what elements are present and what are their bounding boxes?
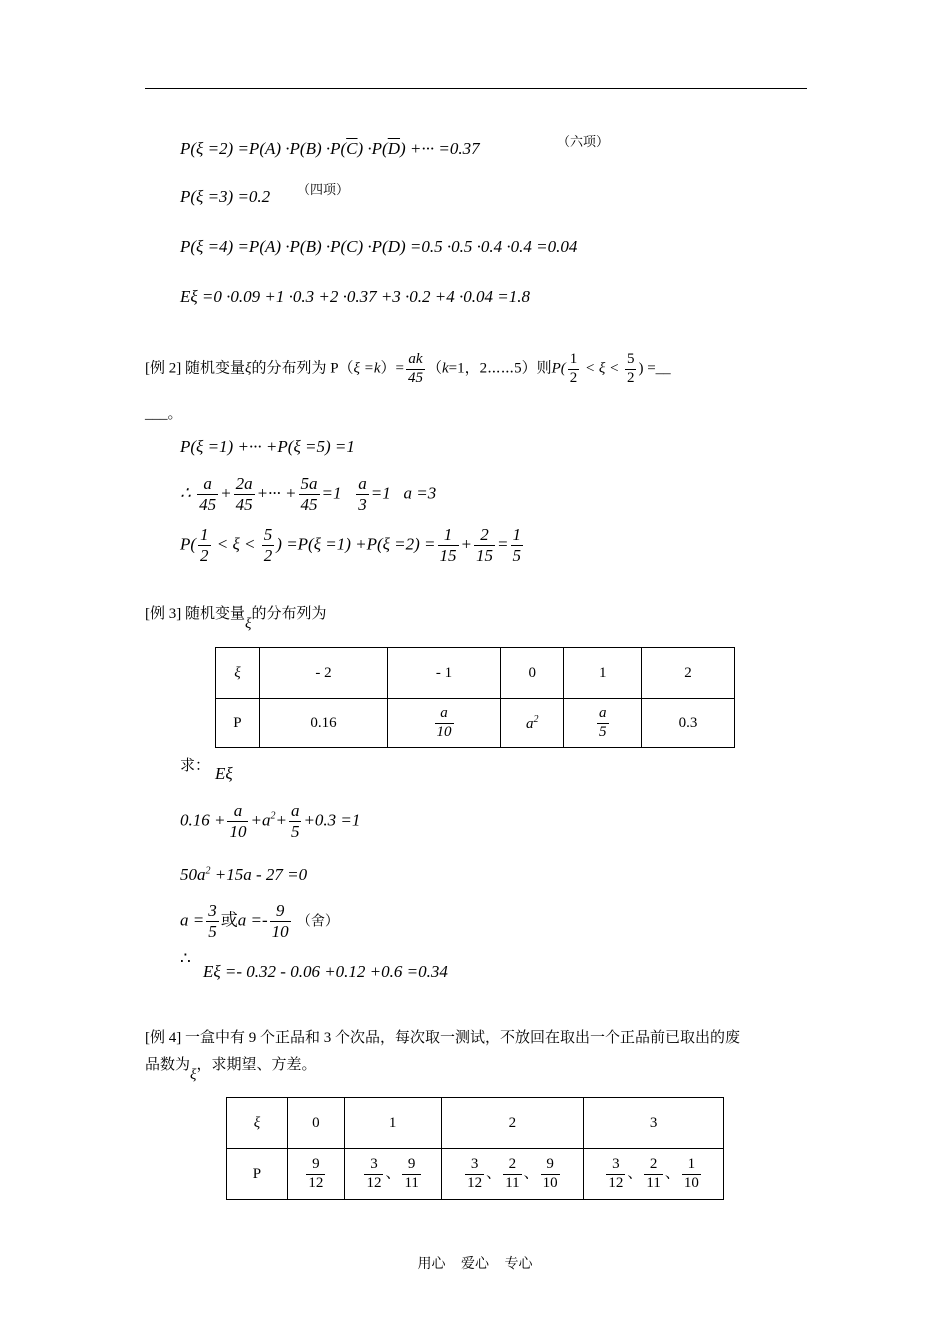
example-2-solve-a: ∴ $\frac{a}{45}$ + $\frac{2a}{45}$ +··· + $\frac{5a}{45}$ =1 $\frac{a}{3}$ =1 a =3 [180, 474, 437, 514]
fraction: $\frac{3}{12}$ [608, 1155, 624, 1191]
page-footer: 用心 爱心 专心 [417, 1257, 533, 1272]
fraction: $\frac{1}{2}$ [200, 525, 209, 565]
note-six-terms: （六项） [557, 134, 610, 149]
fraction: $\frac{a}{3}$ [358, 474, 367, 514]
header-rule [145, 88, 807, 89]
table-cell: 0.3 [642, 699, 735, 748]
table-row [216, 648, 735, 699]
example-3-distribution-table [215, 647, 735, 748]
note-four-terms: （四项） [297, 182, 350, 197]
fraction: $\frac{3}{12}$ [467, 1155, 483, 1191]
table-cell: 2 [441, 1098, 584, 1149]
fraction: $\frac{a}{5}$ [290, 801, 300, 841]
fraction: $\frac{2}{15}$ [476, 525, 494, 565]
example-2-blank: ___。 [145, 406, 183, 422]
fraction: $\frac{a}{10}$ [436, 704, 452, 740]
fraction: $\frac{2}{11}$ [505, 1155, 520, 1191]
table-cell [388, 699, 501, 748]
table-cell: ξ [227, 1098, 288, 1149]
example-3-ask: 求： [180, 758, 211, 774]
fraction: $\frac{2}{11}$ [646, 1155, 661, 1191]
fraction: $\frac{5}{2}$ [626, 351, 635, 386]
fraction: $\frac{3}{5}$ [208, 901, 217, 941]
fraction: $\frac{ak}{45}$ [407, 351, 423, 386]
table-cell: $\frac{3}{12}$ 、 $\frac{2}{11}$ 、 $\frac{1}{10}$ [584, 1149, 724, 1200]
fraction: $\frac{3}{12}$ [366, 1155, 382, 1191]
table-cell: 2 [642, 648, 735, 699]
example-4-line-2: 品数为ξ，求期望、方差。 [145, 1057, 317, 1083]
table-cell: $a^2$ [500, 699, 563, 748]
table-cell [287, 1149, 344, 1200]
table-cell: 0.16 [259, 699, 387, 748]
example-3-normalization: 0.16 + $\frac{a}{10}$ $+a^2+$ $\frac{a}{5}$ +0.3 =1 [180, 801, 361, 841]
fraction: $\frac{a}{45}$ [199, 474, 217, 514]
table-row [216, 699, 735, 748]
table-cell: ξ [216, 648, 260, 699]
example-3-expectation: Eξ =- 0.32 - 0.06 +0.12 +0.6 =0.34 [203, 962, 448, 981]
fraction: $\frac{5}{2}$ [263, 525, 273, 565]
example-2-statement: [例 2] 随机变量ξ的分布列为 P（ξ =k）= $\frac{ak}{45}$ （k=1，2⋯⋯5）则P( $\frac{1}{2}$ < ξ < $\frac{5}{2}$ ) =__ [145, 351, 671, 386]
fraction: $\frac{a}{5}$ [599, 704, 607, 740]
example-3-statement: [例 3] 随机变量ξ的分布列为 [145, 606, 327, 632]
table-cell: P [227, 1149, 288, 1200]
fraction: $\frac{1}{2}$ [569, 351, 578, 386]
table-cell: 3 [584, 1098, 724, 1149]
table-row [227, 1098, 724, 1149]
example-3-ask-expression: Eξ [215, 764, 233, 783]
table-cell: 1 [564, 648, 642, 699]
example-2-result: P( $\frac{1}{2}$ < ξ < $\frac{5}{2}$ ) =P(ξ =1) +P(ξ =2) = $\frac{1}{15}$ + $\frac{2}{15}$ = $\frac{1}{5}$ [180, 525, 521, 565]
fraction: $\frac{9}{12}$ [308, 1155, 324, 1191]
fraction: $\frac{1}{15}$ [439, 525, 457, 565]
fraction: $\frac{1}{10}$ [683, 1155, 699, 1191]
fraction: $\frac{5a}{45}$ [300, 474, 318, 514]
equation-expectation-1: Eξ =0 ·0.09 +1 ·0.3 +2 ·0.37 +3 ·0.2 +4 ·0.04 =1.8 [180, 287, 530, 306]
table-cell: $\frac{3}{12}$ 、 $\frac{9}{11}$ [344, 1149, 441, 1200]
example-3-roots: a = $\frac{3}{5}$ 或a =- $\frac{9}{10}$ （舍） [180, 901, 339, 941]
example-2-sum-equation: P(ξ =1) +··· +P(ξ =5) =1 [180, 437, 355, 456]
example-3-therefore: ∴ [180, 949, 191, 968]
equation-p-xi-3: P(ξ =3) =0.2 [180, 187, 271, 206]
example-4-distribution-table [226, 1097, 724, 1200]
fraction: $\frac{9}{10}$ [542, 1155, 558, 1191]
fraction: $\frac{1}{5}$ [512, 525, 521, 565]
equation-p-xi-4: P(ξ =4) =P(A) ·P(B) ·P(C) ·P(D) =0.5 ·0.5 ·0.4 ·0.4 =0.04 [180, 237, 578, 256]
table-cell: $\frac{3}{12}$ 、 $\frac{2}{11}$ 、 $\frac{9}{10}$ [441, 1149, 584, 1200]
fraction: $\frac{9}{10}$ [271, 901, 289, 941]
fraction: $\frac{9}{11}$ [404, 1155, 419, 1191]
example-4-line-1: [例 4] 一盒中有 9 个正品和 3 个次品，每次取一测试，不放回在取出一个正品前已取出的废 [145, 1030, 740, 1046]
table-cell: 0 [287, 1098, 344, 1149]
example-3-quadratic: $50a^2 +15a - 27 =0$ [180, 865, 308, 884]
table-cell: - 1 [388, 648, 501, 699]
table-row [227, 1149, 724, 1200]
fraction: $\frac{2a}{45}$ [235, 474, 253, 514]
table-cell: 1 [344, 1098, 441, 1149]
fraction: $\frac{a}{10}$ [229, 801, 247, 841]
table-cell: 0 [500, 648, 563, 699]
table-cell: P [216, 699, 260, 748]
table-cell: - 2 [259, 648, 387, 699]
table-cell [564, 699, 642, 748]
equation-p-xi-2: $P(\xi =2) =P(A) \cdot P(B) \cdot P(\overline{C}) \cdot P(\overline{D})$ +··· =0.37 [180, 139, 480, 158]
